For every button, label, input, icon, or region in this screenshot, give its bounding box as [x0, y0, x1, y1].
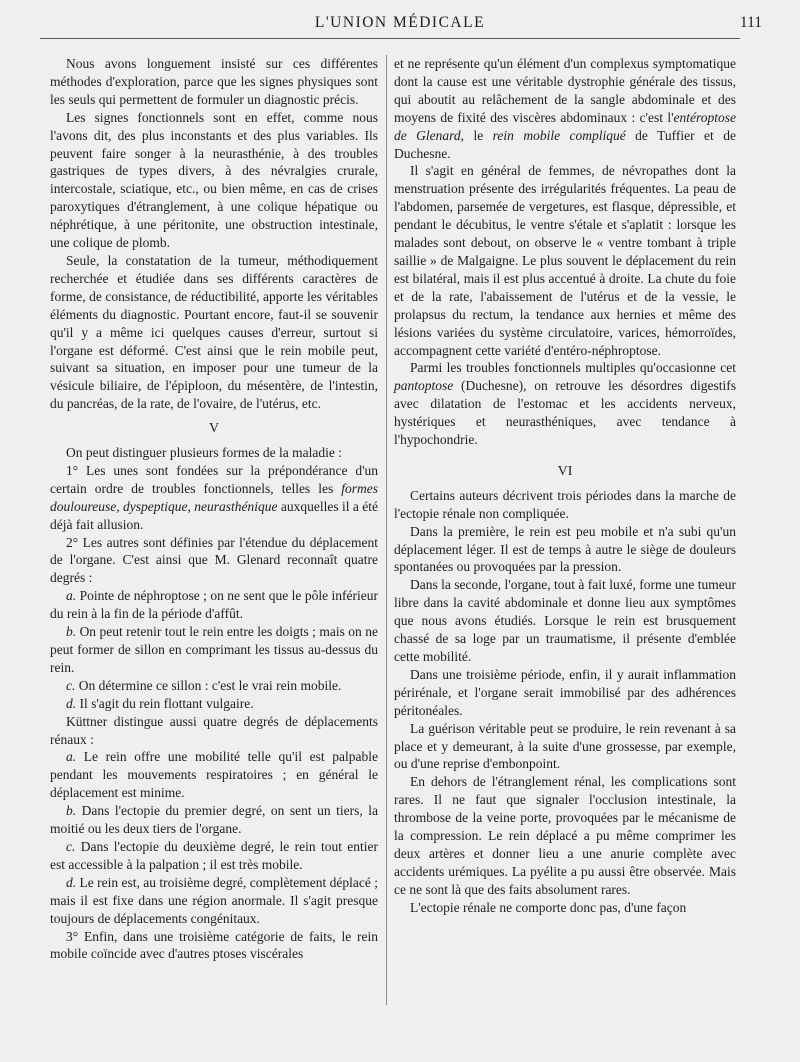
header-rule	[40, 38, 740, 39]
text-span: On peut retenir tout le rein entre les doigts ; mais on ne peut former de sillon en comprimant les tissus au-dessus du rein.	[50, 624, 378, 675]
list-item	[50, 874, 378, 928]
paragraph: Certains auteurs décrivent trois périodes dans la marche de l'ectopie rénale non compliquée.	[394, 487, 736, 521]
paragraph: Dans la première, le rein est peu mobile et n'a subi qu'un déplacement léger. Il est de temps à autre le siège de douleurs spontanées ou provoquées par la pression.	[394, 523, 736, 575]
text-span: , le	[460, 127, 493, 143]
text-span: et ne représente qu'un élément d'un complexus symptomatique dont la cause est une véritable dystrophie générale des tissus, qui aboutit au relâchement de la sangle abdominale et des moyens de fixité des viscères abdominaux : c'est l'	[394, 56, 736, 125]
paragraph: On peut distinguer plusieurs formes de la maladie :	[66, 445, 342, 461]
paragraph: La guérison véritable peut se produire, le rein revenant à sa place et y demeurant, à la suite d'une grossesse, par exemple, ou d'une reprise d'embonpoint.	[394, 720, 736, 772]
text-span: de Tuffier et de Duchesne.	[394, 127, 736, 161]
item-letter: b.	[66, 624, 77, 640]
paragraph: Dans une troisième période, enfin, il y aurait inflammation périrénale, et l'organe serait immobilisé par des adhérences péritonéales.	[394, 666, 736, 718]
item-letter: a.	[66, 588, 77, 604]
item-letter: d.	[66, 695, 77, 711]
paragraph: 2° Les autres sont définies par l'étendue du déplacement de l'organe. C'est ainsi que M. Glenard reconnaît quatre degrés :	[50, 534, 378, 586]
list-item	[50, 838, 378, 874]
text-span: auxquelles il a été déjà fait allusion.	[50, 498, 378, 532]
paragraph: Les signes fonctionnels sont en effet, comme nous l'avons dit, des plus inconstants et des plus variables. Ils peuvent faire songer à la neurasthénie, à des troubles gastriques de types divers, à des névralgies crurale, intercostale, sciatique, etc., ou bien même, en cas de crises paroxytiques d'étranglement, à une colique hépatique ou néphrétique, à une péritonite, une obstruction intestinale, une colique de plomb.	[50, 109, 378, 251]
list-item	[50, 748, 378, 802]
paragraph: L'ectopie rénale ne comporte donc pas, d'une façon	[410, 899, 687, 915]
italic-span: formes douloureuse, dyspeptique, neurasthénique	[50, 480, 378, 514]
list-item	[50, 677, 378, 695]
paragraph: Dans la seconde, l'organe, tout à fait luxé, forme une tumeur libre dans la cavité abdominale et donne lieu aux symptômes que nous avons étudiés. Lorsque le rein est brusquement chassé de sa loge par un traumatisme, il présente d'emblée cette mobilité.	[394, 577, 736, 664]
running-head	[30, 14, 770, 38]
text-span: Le rein offre une mobilité telle qu'il est palpable pendant les mouvements respiratoires ; en général le déplacement est minime.	[50, 749, 378, 801]
text-span: 1° Les unes sont fondées sur la prépondérance d'un certain ordre de troubles fonctionnels, telles les	[50, 462, 378, 496]
text-span: Il s'agit du rein flottant vulgaire.	[76, 695, 254, 711]
text-span: Le rein est, au troisième degré, complètement déplacé ; mais il est fixe dans une région anormale. Il s'agit presque toujours de déplacements congénitaux.	[50, 874, 378, 926]
paragraph: Küttner distingue aussi quatre degrés de déplacements rénaux :	[50, 713, 378, 747]
paragraph: 3° Enfin, dans une troisième catégorie de faits, le rein mobile coïncide avec d'autres ptoses viscérales	[50, 928, 378, 962]
left-column	[50, 55, 378, 963]
paragraph	[394, 55, 736, 162]
page-number: 111	[739, 14, 762, 31]
section-heading-v: V	[208, 421, 220, 437]
list-item	[50, 587, 378, 623]
paragraph	[394, 359, 736, 449]
journal-title: L'UNION MÉDICALE	[314, 14, 486, 31]
paragraph: Seule, la constatation de la tumeur, méthodiquement recherchée et étudiée dans ses différents caractères de forme, de consistance, de réductibilité, apporte les véritables éléments du diagnostic. Pourtant encore, faut-il se souvenir qu'il y a même ici quelques causes d'erreur, surtout si l'organe est déformé. C'est ainsi que le rein mobile peut, suivant sa situation, en imposer pour une tumeur de la vésicule biliaire, de l'épiploon, du mésentère, de l'intestin, du pancréas, de la rate, de l'ovaire, de l'utérus, etc.	[50, 252, 378, 412]
section-heading-vi: VI	[557, 463, 573, 479]
paragraph: Nous avons longuement insisté sur ces différentes méthodes d'exploration, parce que les signes physiques sont les seuls qui permettent de formuler un diagnostic précis.	[50, 56, 378, 107]
text-span: Parmi les troubles fonctionnels multiples qu'occasionne cet	[410, 360, 736, 376]
paragraph	[50, 462, 378, 534]
italic-span: entéroptose de Glenard	[394, 109, 736, 143]
item-letter: a.	[66, 749, 77, 765]
text-span: (Duchesne), on retrouve les désordres digestifs avec dilatation de l'estomac et les accidents nerveux, hystériques et neurasthéniques, avec tendance à l'hypochondrie.	[394, 378, 736, 448]
text-span: On détermine ce sillon : c'est le vrai rein mobile.	[75, 677, 342, 693]
text-span: Dans l'ectopie du deuxième degré, le rein tout entier est accessible à la palpation ; il est très mobile.	[50, 838, 378, 872]
italic-span: pantoptose	[394, 378, 454, 394]
paragraph: Il s'agit en général de femmes, de névropathes dont la menstruation présente des irrégularités fréquentes. La peau de l'abdomen, parsemée de vergetures, est flasque, dépressible, et pendant le décubitus, le ventre s'étale et s'aplatit : lorsque les malades sont debout, on observe le « ventre tombant à triple saillie » de Malgaigne. Le plus souvent le déplacement du rein est bilatéral, mais il est plus accentué à droite. La chute du foie et de la rate, l'abaissement de l'utérus et de la vessie, le prolapsus du rectum, la tendance aux hernies et même des lésions variées du système circulatoire, varices, hémorroïdes, accompagnent cette variété d'entéro-néphroptose.	[394, 163, 736, 358]
list-item	[50, 695, 378, 713]
text-span: Pointe de néphroptose ; on ne sent que le pôle inférieur du rein à la fin de la période d'affût.	[50, 588, 378, 622]
paragraph: En dehors de l'étranglement rénal, les complications sont rares. Il ne faut que signaler l'occlusion intestinale, la thrombose de la veine porte, provoquées par le mécanisme de la compression. Le rein déplacé a pu même comprimer les deux artères et donner lieu a une anurie complète avec accidents urémiques. La pyélite a pu aussi être observée. Mais ce ne sont là que des faits absolument rares.	[394, 774, 736, 897]
list-item	[50, 802, 378, 838]
list-item	[50, 623, 378, 677]
column-rule	[386, 55, 387, 1005]
italic-span: rein mobile compliqué	[492, 127, 626, 143]
item-letter: c.	[66, 838, 76, 854]
item-letter: b.	[66, 803, 77, 819]
item-letter: c.	[66, 677, 76, 693]
right-column	[394, 55, 736, 917]
text-span: Dans l'ectopie du premier degré, on sent un tiers, la moitié ou les deux tiers de l'organe.	[50, 803, 378, 837]
item-letter: d.	[66, 874, 77, 890]
